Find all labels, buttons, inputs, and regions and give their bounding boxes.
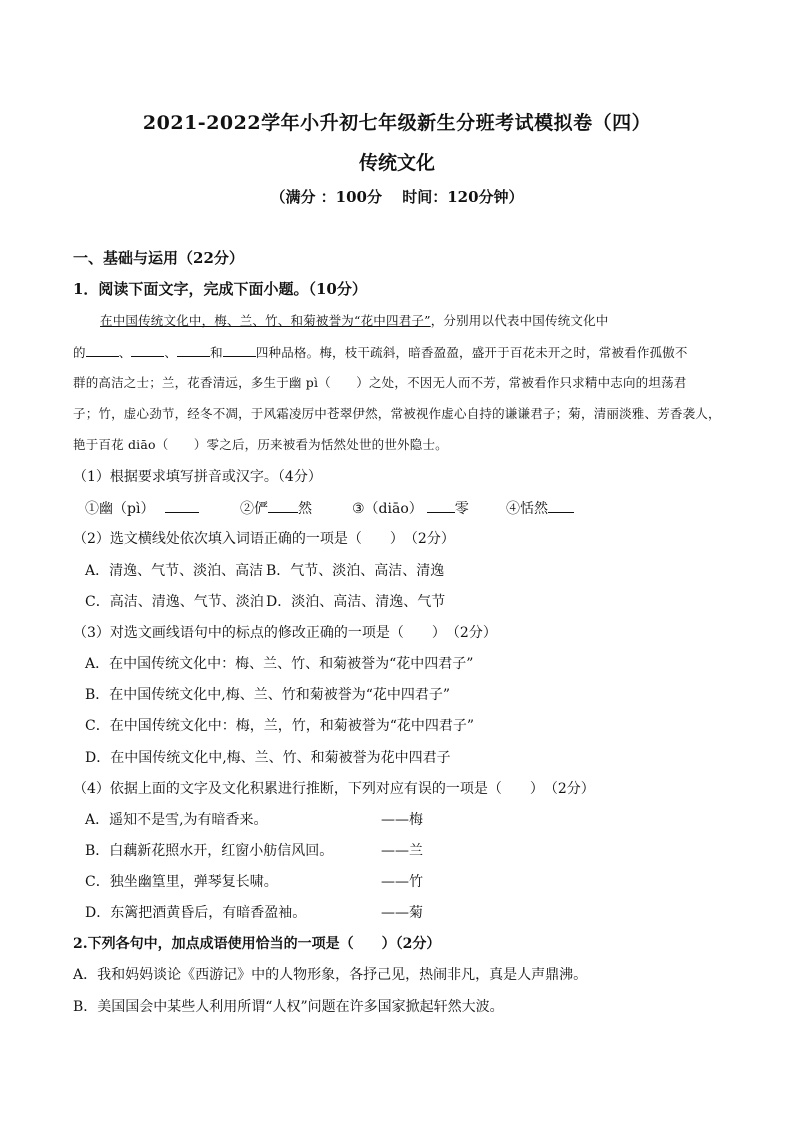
fill-blank-3[interactable] [177,342,210,357]
passage-text: 、 [164,345,178,360]
passage-text: 、 [118,345,132,360]
passage-line-4: 子；竹，虚心劲节，经冬不凋，于风霜凌厉中苍翠伊然，常被视作虚心自持的谦谦君子；菊，清丽淡雅、芳香袭人， [73,406,721,421]
answer-blank[interactable] [268,498,298,513]
subquestion-3-prompt: （3）对选文画线语句中的标点的修改正确的一项是（ ） （2分） [73,625,497,641]
option-2-b[interactable]: B．气节、淡泊、高洁、清逸 [266,563,445,579]
item-label: ④恬然 [506,501,548,517]
option-4-a-answer: ——梅 [381,812,423,828]
answer-blank[interactable] [427,498,455,513]
option-4-a[interactable]: A．遥知不是雪,为有暗香来。 [85,812,268,828]
option-4-d-answer: ——菊 [381,905,423,921]
option-4-d[interactable]: D．东篱把酒黄昏后，有暗香盈袖。 [85,905,307,921]
option-4-b-answer: ——兰 [381,843,423,859]
passage-line-5: 艳于百花 diāo（ ）零之后，历来被看为恬然处世的世外隐士。 [73,437,448,452]
option-2-c[interactable]: C．高洁、清逸、气节、淡泊 [85,594,264,610]
exam-meta: （满分 ：100分 时间：120分钟） [270,188,524,206]
item-label: ①幽（pì） [85,501,155,517]
fill-blank-2[interactable] [131,342,164,357]
option-2-d[interactable]: D．淡泊、高洁、清逸、气节 [266,594,446,610]
passage-text: 四种品格。梅，枝干疏斜，暗香盈盈，盛开于百花未开之时，常被看作孤傲不 [255,345,688,360]
passage-line-2 [73,342,688,363]
passage-underlined-sentence: 在中国传统文化中，梅、兰、竹、和菊被誉为“花中四君子” [100,313,431,328]
fill-blank-4[interactable] [223,342,256,357]
section-heading: 一、基础与运用（22分） [73,249,244,267]
subquestion-4-prompt: （4）依据上面的文字及文化积累进行推断，下列对应有误的一项是（ ） （2分） [73,781,595,797]
option-2-a[interactable]: A．清逸、气节、淡泊、高洁 [85,563,264,579]
passage-line-3: 群的高洁之士；兰，花香清远，多生于幽 pì（ ）之处，不因无人而不芳，常被看作只求精中志向的坦荡君 [73,375,687,390]
subquestion-1-prompt: （1）根据要求填写拼音或汉字。（4分） [73,469,322,485]
option-3-c[interactable]: C．在中国传统文化中：梅，兰，竹，和菊被誉为“花中四君子” [85,718,475,734]
passage-line-1-rest: ，分别用以代表中国传统文化中 [430,313,609,328]
option-3-b[interactable]: B．在中国传统文化中,梅、兰、竹和菊被誉为“花中四君子” [85,687,451,703]
fill-blank-1[interactable] [86,342,119,357]
item-label: 然 [298,501,312,517]
option-3-d[interactable]: D．在中国传统文化中,梅、兰、竹、和菊被誉为花中四君子 [85,750,451,766]
option-q2-a[interactable]: A．我和妈妈谈论《西游记》中的人物形象，各抒己见，热闹非凡，真是人声鼎沸。 [73,967,588,983]
item-label: ②俨 [240,501,268,517]
passage-text: 和 [210,345,223,360]
option-q2-b[interactable]: B．美国国会中某些人利用所谓“人权”问题在许多国家掀起轩然大波。 [73,999,504,1015]
subquestion-2-prompt: （2）选文横线处依次填入词语正确的一项是（ ） （2分） [73,531,455,547]
question-1-title: 1．阅读下面文字，完成下面小题。（10分） [73,280,367,298]
subquestion-1-item-1 [85,498,199,519]
subquestion-1-item-2 [240,498,312,519]
option-4-c-answer: ——竹 [381,874,423,890]
option-4-c[interactable]: C．独坐幽篁里，弹琴复长啸。 [85,874,278,890]
question-2-title: 2.下列各句中，加点成语使用恰当的一项是（ ）（2分） [73,936,441,952]
item-label: ③（diāo） [352,501,423,517]
subquestion-1-item-4 [506,498,574,519]
passage-line-1 [100,311,609,331]
subquestion-1-item-3 [352,498,469,519]
exam-title: 2021-2022学年小升初七年级新生分班考试模拟卷（四） [142,112,652,134]
passage-text: 的 [73,345,86,360]
item-label: 零 [454,501,469,517]
exam-subtitle: 传统文化 [358,152,435,174]
answer-blank[interactable] [548,498,574,513]
option-4-b[interactable]: B．白藕新花照水开，红窗小舫信风回。 [85,843,334,859]
option-3-a[interactable]: A．在中国传统文化中：梅、兰、竹、和菊被誉为“花中四君子” [85,656,474,672]
answer-blank[interactable] [165,498,199,513]
